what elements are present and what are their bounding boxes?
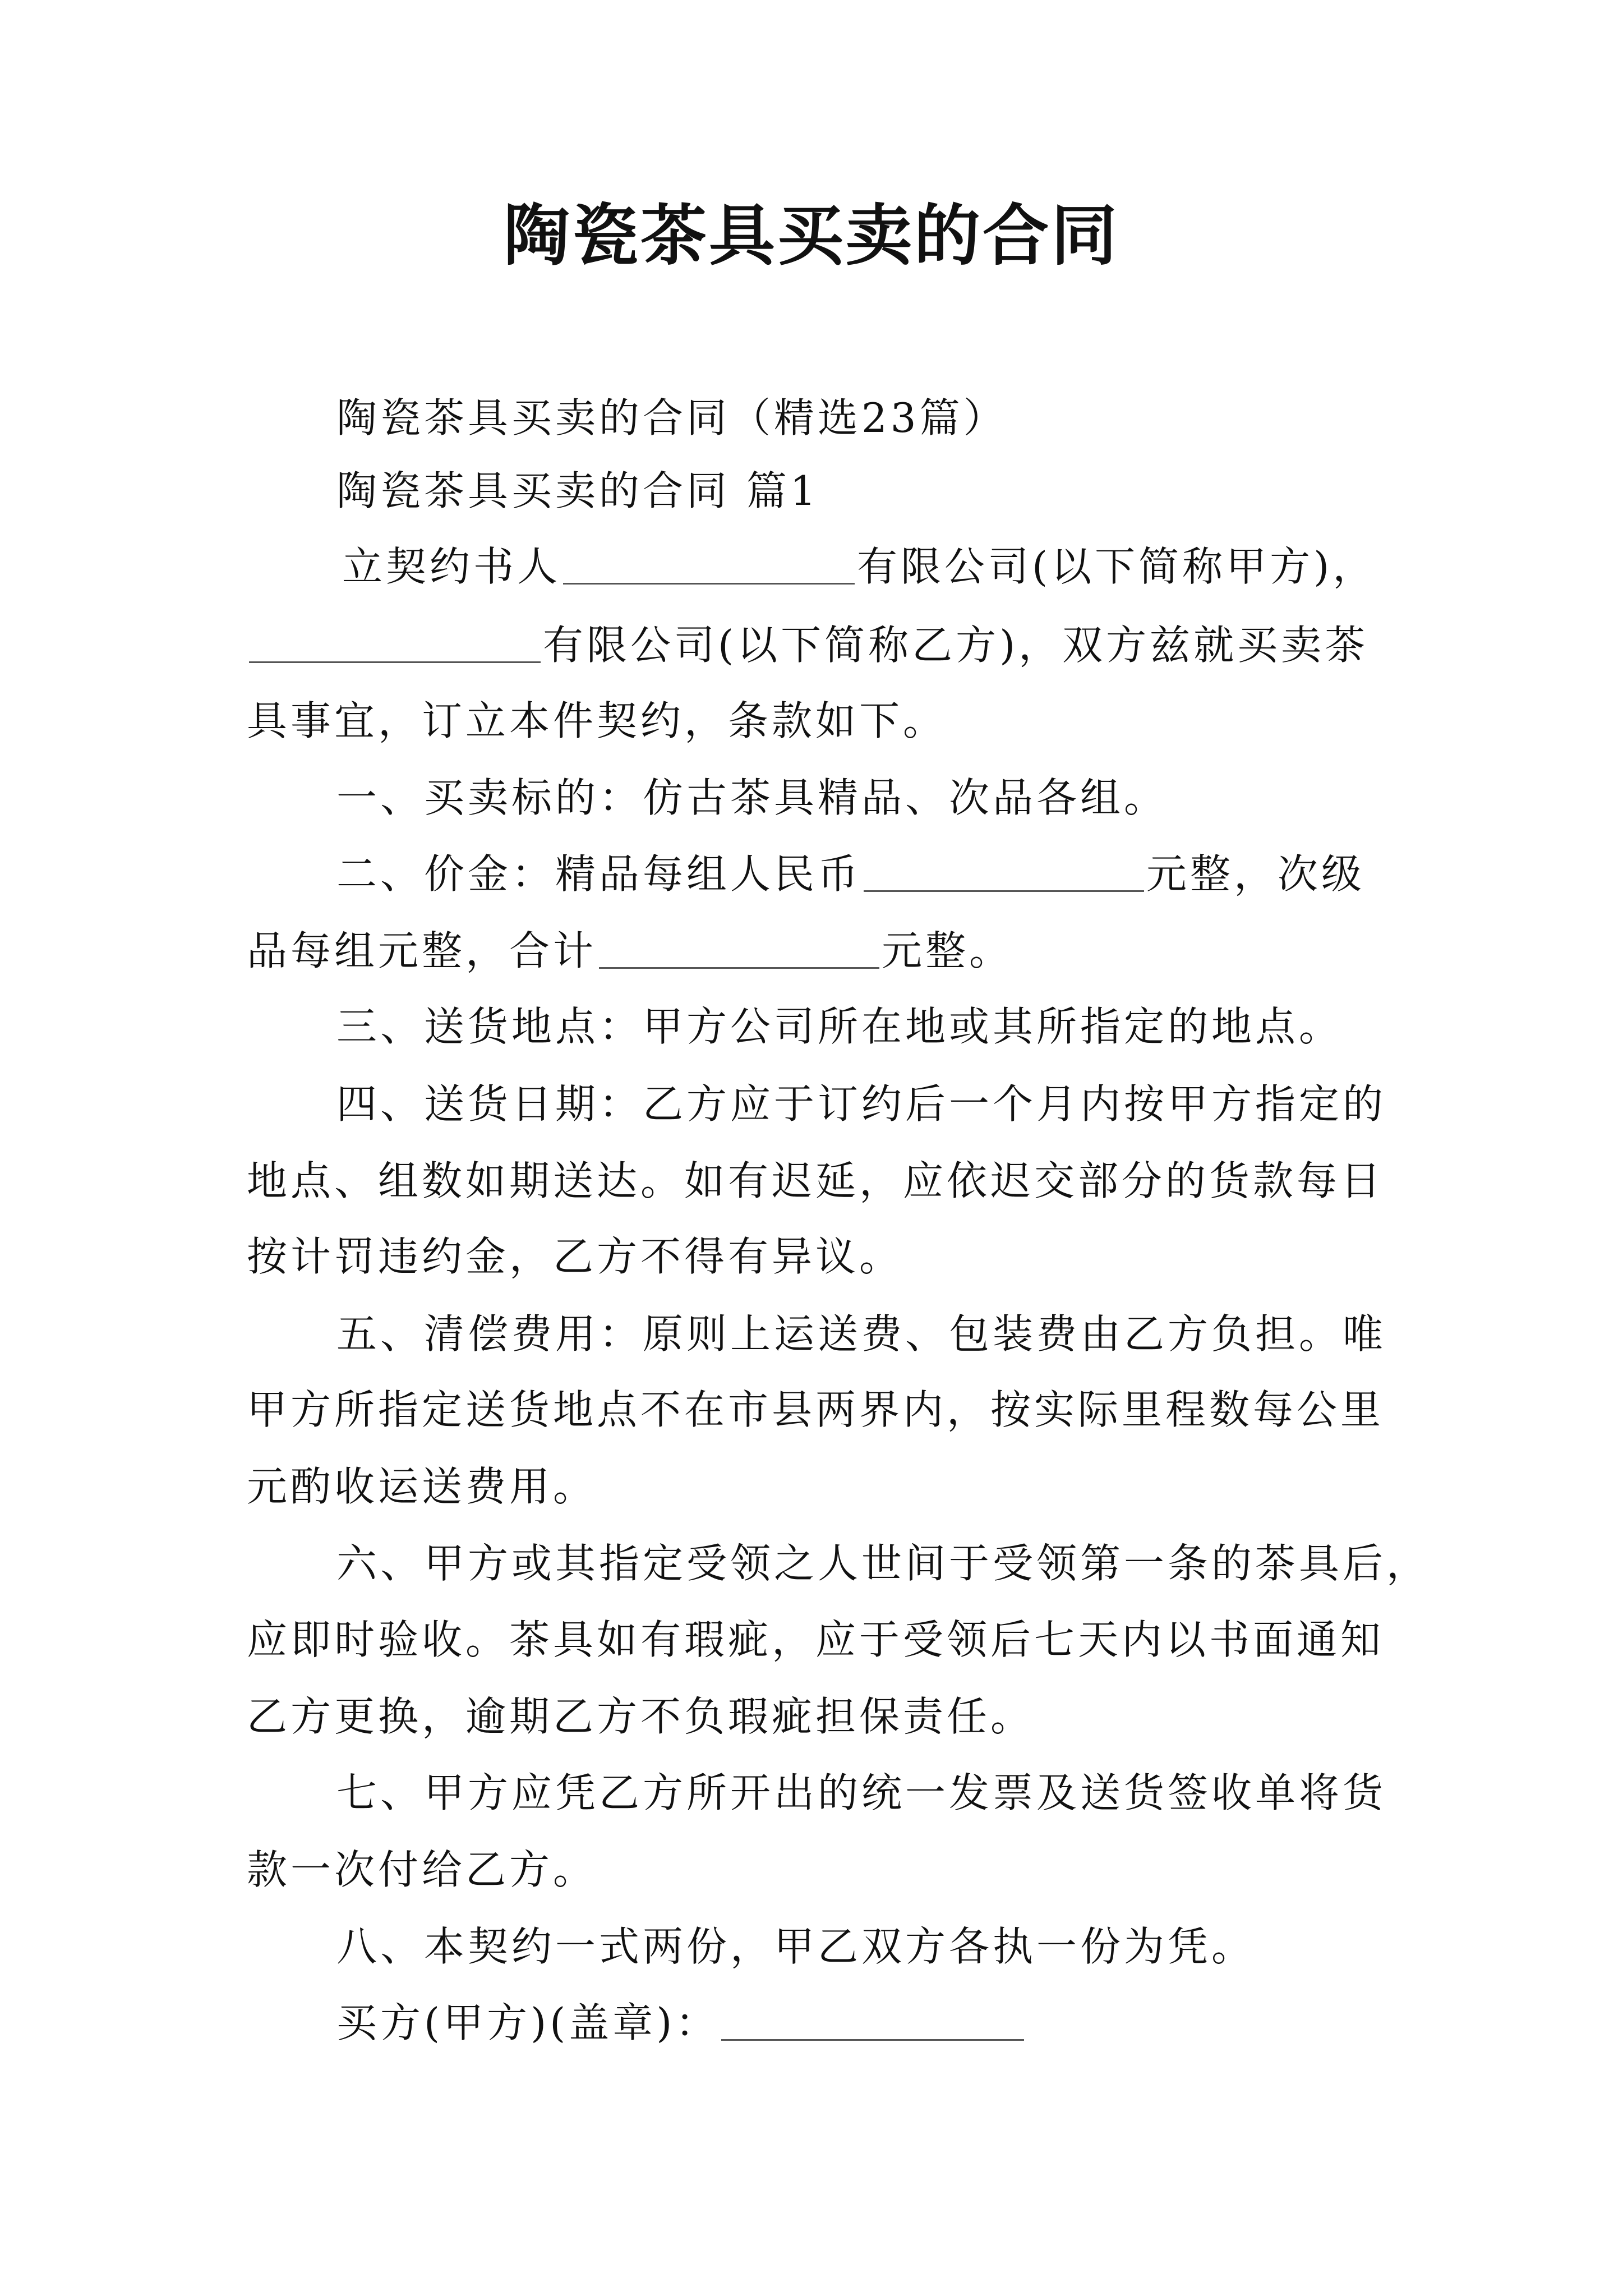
clause-5-line: 元酌收运送费用。 bbox=[247, 1463, 597, 1510]
paragraph-line bbox=[0, 539, 1623, 595]
text-segment: 元整，次级 bbox=[1146, 850, 1366, 898]
signature-line bbox=[0, 1995, 1623, 2051]
signature-blank bbox=[721, 1999, 1024, 2041]
section-heading: 陶瓷茶具买卖的合同 篇1 bbox=[336, 467, 819, 514]
text-segment: 二、价金：精品每组人民币 bbox=[336, 850, 862, 898]
text-segment: 有限公司(以下简称乙方)，双方兹就买卖茶 bbox=[543, 622, 1369, 669]
clause-6-line: 乙方更换，逾期乙方不负瑕疵担保责任。 bbox=[247, 1693, 1035, 1740]
clause-4-line: 四、送货日期：乙方应于订约后一个月内按甲方指定的 bbox=[336, 1080, 1387, 1128]
clause-8: 八、本契约一式两份，甲乙双方各执一份为凭。 bbox=[336, 1923, 1256, 1970]
clause-7-line: 款一次付给乙方。 bbox=[247, 1846, 597, 1893]
clause-6-line: 应即时验收。茶具如有瑕疵，应于受领后七天内以书面通知 bbox=[247, 1616, 1385, 1663]
clause-4-line: 按计罚违约金，乙方不得有异议。 bbox=[247, 1233, 903, 1280]
text-segment: 有限公司(以下简称甲方)， bbox=[857, 543, 1377, 590]
signature-label: 买方(甲方)(盖章)： bbox=[336, 1999, 720, 2046]
fill-in-blank bbox=[249, 621, 541, 663]
text-segment: 品每组元整，合计 bbox=[247, 927, 597, 974]
clause-7-line: 七、甲方应凭乙方所开出的统一发票及送货签收单将货 bbox=[336, 1769, 1387, 1816]
clause-3: 三、送货地点：甲方公司所在地或其所指定的地点。 bbox=[336, 1003, 1343, 1050]
clause-5-line: 甲方所指定送货地点不在市县两界内，按实际里程数每公里 bbox=[247, 1386, 1385, 1433]
clause-1: 一、买卖标的：仿古茶具精品、次品各组。 bbox=[336, 774, 1168, 821]
subtitle: 陶瓷茶具买卖的合同（精选23篇） bbox=[336, 394, 1007, 441]
fill-in-blank bbox=[563, 542, 855, 585]
document-title: 陶瓷茶具买卖的合同 bbox=[503, 196, 1119, 274]
paragraph-line: 具事宜，订立本件契约，条款如下。 bbox=[247, 697, 947, 744]
fill-in-blank bbox=[864, 850, 1144, 892]
clause-5-line: 五、清偿费用：原则上运送费、包装费由乙方负担。唯 bbox=[336, 1310, 1387, 1358]
text-segment: 元整。 bbox=[882, 927, 1013, 974]
fill-in-blank bbox=[599, 927, 879, 969]
clause-2-line bbox=[0, 846, 1623, 902]
clause-4-line: 地点、组数如期送达。如有迟延，应依迟交部分的货款每日 bbox=[247, 1157, 1385, 1204]
clause-2-line bbox=[0, 923, 1623, 979]
text-segment: 立契约书人 bbox=[342, 543, 561, 590]
paragraph-line bbox=[0, 617, 1623, 673]
clause-6-line: 六、甲方或其指定受领之人世间于受领第一条的茶具后， bbox=[336, 1540, 1431, 1587]
